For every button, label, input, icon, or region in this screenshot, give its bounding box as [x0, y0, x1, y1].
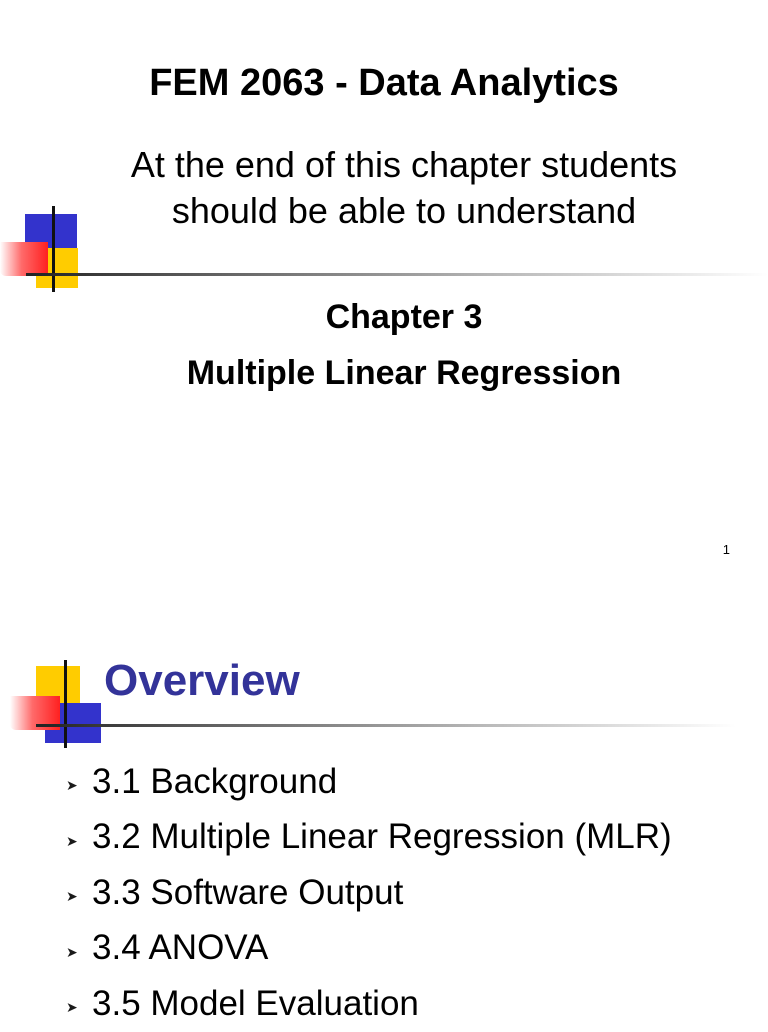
list-item	[66, 865, 672, 921]
red-wedge	[0, 242, 48, 276]
arrow-bullet-icon: ➤	[66, 777, 78, 794]
chapter-topic: Multiple Linear Regression	[186, 354, 622, 392]
vertical-rule	[52, 206, 55, 292]
horizontal-rule	[26, 273, 768, 276]
arrow-bullet-icon: ➤	[66, 832, 78, 849]
vertical-rule	[64, 660, 67, 748]
list-item-label: 3.1 Background	[92, 761, 338, 801]
page-number: 1	[722, 542, 730, 557]
arrow-bullet-icon: ➤	[66, 888, 78, 905]
chapter-label: Chapter 3	[325, 298, 483, 336]
list-item	[66, 810, 672, 866]
overview-list	[66, 754, 672, 1032]
arrow-bullet-icon: ➤	[66, 999, 78, 1016]
arrow-bullet-icon: ➤	[66, 943, 78, 960]
list-item	[66, 921, 672, 977]
list-item	[66, 976, 672, 1032]
list-item-label: 3.5 Model Evaluation	[92, 983, 419, 1023]
slide-2	[0, 630, 768, 1024]
horizontal-rule	[36, 724, 736, 727]
overview-title: Overview	[104, 656, 300, 705]
list-item-label: 3.4 ANOVA	[92, 928, 269, 968]
list-item	[66, 754, 672, 810]
list-item-label: 3.2 Multiple Linear Regression (MLR)	[92, 817, 672, 857]
slide-subtitle: At the end of this chapter students should be able to understand	[130, 144, 678, 231]
list-item-label: 3.3 Software Output	[92, 872, 404, 912]
slide-title: FEM 2063 - Data Analytics	[149, 62, 619, 104]
